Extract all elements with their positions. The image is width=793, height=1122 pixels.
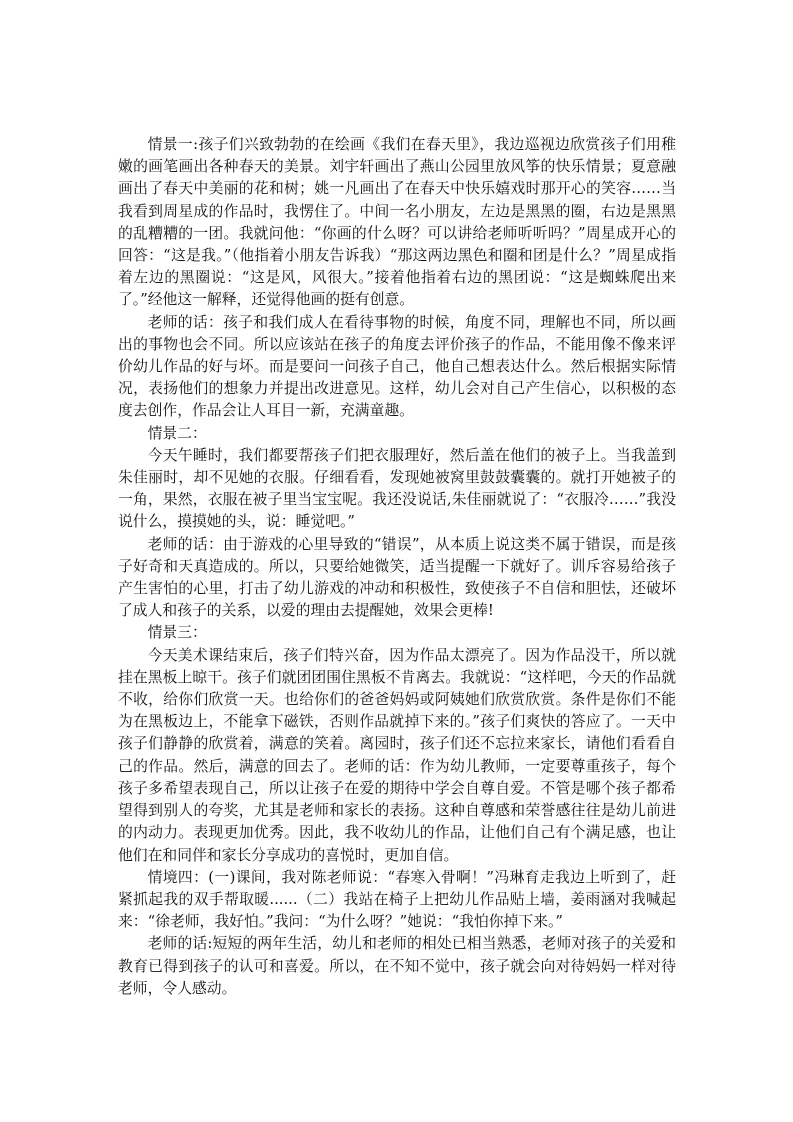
paragraph-teacher-note-four: 老师的话:短短的两年生活，幼儿和老师的相处已相当熟悉，老师对孩子的关爱和教育已得到孩子的认可和喜爱。所以，在不知不觉中，孩子就会向对待妈妈一样对待老师，令人感动。: [118, 935, 676, 997]
paragraph-scene-one: 情景一:孩子们兴致勃勃的在绘画《我们在春天里》，我边巡视边欣赏孩子们用稚嫩的画笔画出各种春天的美景。刘宇轩画出了燕山公园里放风筝的快乐情景；夏意融画出了春天中美丽的花和树；姚一凡画出了在春天中快乐嬉戏时那开心的笑容……当我看到周星成的作品时，我愣住了。中间一名小朋友，左边是黑黑的圈，右边是黑黑的乱糟糟的一团。我就问他：“你画的什么呀？可以讲给老师听听吗？”周星成开心的回答：“这是我。”（他指着小朋友告诉我）“那这两边黑色和圈和团是什么？”周星成指着左边的黑圈说：“这是风，风很大。”接着他指着右边的黑团说：“这是蜘蛛爬出来了。”经他这一解释，还觉得他画的挺有创意。: [118, 136, 676, 309]
heading-scene-three: 情景三：: [147, 624, 207, 642]
paragraph-scene-four: 情境四：(一)课间，我对陈老师说：“春寒入骨啊！”冯琳育走我边上听到了，赶紧抓起我的双手帮取暖......（二）我站在椅子上把幼儿作品贴上墙，姜雨涵对我喊起来：“徐老师，我好怕。”我问：“为什么呀？”她说：“我怕你掉下来。”: [118, 868, 676, 931]
paragraph-teacher-note-two: 老师的话：由于游戏的心里导致的“错误”，从本质上说这类不属于错误，而是孩子好奇和天真造成的。所以，只要给她微笑，适当提醒一下就好了。训斥容易给孩子产生害怕的心里，打击了幼儿游戏的冲动和积极性，致使孩子不自信和胆怯，还破坏了成人和孩子的关系，以爱的理由去提醒她，效果会更棒!: [118, 535, 676, 620]
paragraph-scene-two: 今天午睡时，我们都要帮孩子们把衣服理好，然后盖在他们的被子上。当我盖到朱佳丽时，却不见她的衣服。仔细看看，发现她被窝里鼓鼓囊囊的。就打开她被子的一角，果然，衣服在被子里当宝宝呢。我还没说话,朱佳丽就说了：“衣服冷……”我没说什么，摸摸她的头，说：睡觉吧。”: [118, 446, 676, 531]
heading-scene-two: 情景二：: [147, 424, 207, 442]
paragraph-scene-three: 今天美术课结束后，孩子们特兴奋，因为作品太漂亮了。因为作品没干，所以就挂在黑板上晾干。孩子们就团团围住黑板不肯离去。我就说：“这样吧，今天的作品就不收，给你们欣赏一天。也给你们的爸爸妈妈或阿姨她们欣赏欣赏。条件是你们不能为在黑板边上，不能拿下磁铁，否则作品就掉下来的。”孩子们爽快的答应了。一天中孩子们静静的欣赏着，满意的笑着。离园时，孩子们还不忘拉来家长，请他们看看自己的作品。然后，满意的回去了。老师的话：作为幼儿教师，一定要尊重孩子，每个孩子多希望表现自己，所以让孩子在爱的期待中学会自尊自爱。不管是哪个孩子都希望得到别人的夸奖，尤其是老师和家长的表扬。这种自尊感和荣誉感往往是幼儿前进的内动力。表现更加优秀。因此，我不收幼儿的作品，让他们自己有个满足感，也让他们在和同伴和家长分享成功的喜悦时，更加自信。: [118, 646, 676, 864]
paragraph-teacher-note-one: 老师的话：孩子和我们成人在看待事物的时候，角度不同，理解也不同，所以画出的事物也会不同。所以应该站在孩子的角度去评价孩子的作品，不能用像不像来评价幼儿作品的好与坏。而是要问一问孩子自己，他自己想表达什么。然后根据实际情况，表扬他们的想象力并提出改进意见。这样，幼儿会对自己产生信心，以积极的态度去创作，作品会让人耳目一新，充满童趣。: [118, 313, 676, 420]
document-body: [118, 134, 676, 1000]
